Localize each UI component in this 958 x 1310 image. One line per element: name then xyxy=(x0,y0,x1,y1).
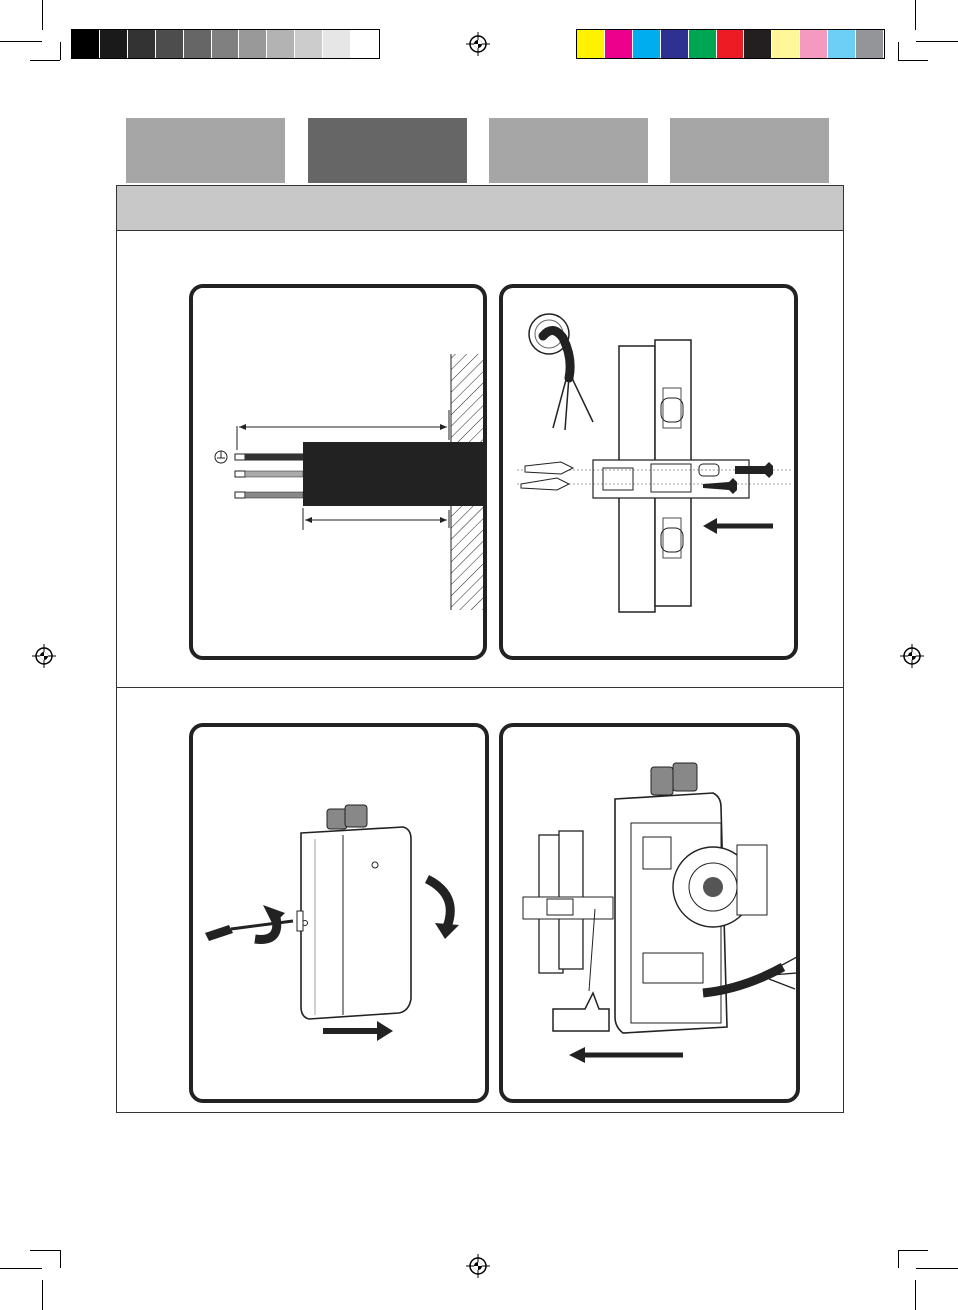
crop-mark xyxy=(916,41,958,42)
panel-cable-preparation xyxy=(189,284,487,660)
crop-mark xyxy=(60,1250,61,1268)
color-swatch xyxy=(856,30,883,58)
crop-mark xyxy=(915,1280,916,1310)
color-swatch xyxy=(577,30,604,58)
registration-mark-icon xyxy=(466,32,490,56)
color-swatch xyxy=(100,30,127,58)
bracket-screws-diagram-icon xyxy=(503,288,794,656)
crop-mark xyxy=(898,1250,899,1268)
color-swatch xyxy=(267,30,294,58)
panel-wall-bracket-mounting xyxy=(499,284,798,660)
color-swatch xyxy=(212,30,239,58)
color-swatch xyxy=(295,30,322,58)
tab-4[interactable] xyxy=(670,118,829,183)
crop-mark xyxy=(0,1268,42,1269)
crop-mark xyxy=(916,1268,958,1269)
crop-mark xyxy=(30,1250,60,1251)
color-swatch xyxy=(128,30,155,58)
crop-mark xyxy=(898,1250,928,1251)
screwdriver-heater-diagram-icon xyxy=(193,727,485,1099)
color-swatch xyxy=(828,30,855,58)
color-swatch xyxy=(156,30,183,58)
crop-mark xyxy=(915,0,916,30)
tab-2[interactable] xyxy=(308,118,467,183)
color-swatch xyxy=(772,30,799,58)
color-swatch xyxy=(717,30,744,58)
color-swatch xyxy=(605,30,632,58)
color-swatch xyxy=(351,30,378,58)
color-swatch xyxy=(744,30,771,58)
section-header xyxy=(117,186,843,231)
crop-mark xyxy=(898,42,899,60)
panel-cover-removal xyxy=(189,723,489,1103)
color-swatch xyxy=(689,30,716,58)
crop-mark xyxy=(0,41,42,42)
color-swatch xyxy=(633,30,660,58)
color-swatch xyxy=(800,30,827,58)
color-swatch xyxy=(72,30,99,58)
registration-mark-icon xyxy=(32,644,56,668)
gray-calibration-bar xyxy=(71,29,380,59)
tab-3[interactable] xyxy=(489,118,648,183)
color-calibration-bar xyxy=(576,29,885,59)
crop-mark xyxy=(898,60,928,61)
panel-heater-on-bracket xyxy=(499,723,800,1103)
crop-mark xyxy=(60,42,61,60)
crop-mark xyxy=(30,60,60,61)
registration-mark-icon xyxy=(900,644,924,668)
crop-mark xyxy=(42,1280,43,1310)
tab-1[interactable] xyxy=(126,118,285,183)
section-divider xyxy=(117,687,843,688)
color-swatch xyxy=(661,30,688,58)
color-swatch xyxy=(239,30,266,58)
heater-bracket-diagram-icon xyxy=(503,727,796,1099)
color-swatch xyxy=(323,30,350,58)
crop-mark xyxy=(42,0,43,30)
cable-wall-diagram-icon xyxy=(193,288,483,656)
color-swatch xyxy=(184,30,211,58)
registration-mark-icon xyxy=(466,1254,490,1278)
